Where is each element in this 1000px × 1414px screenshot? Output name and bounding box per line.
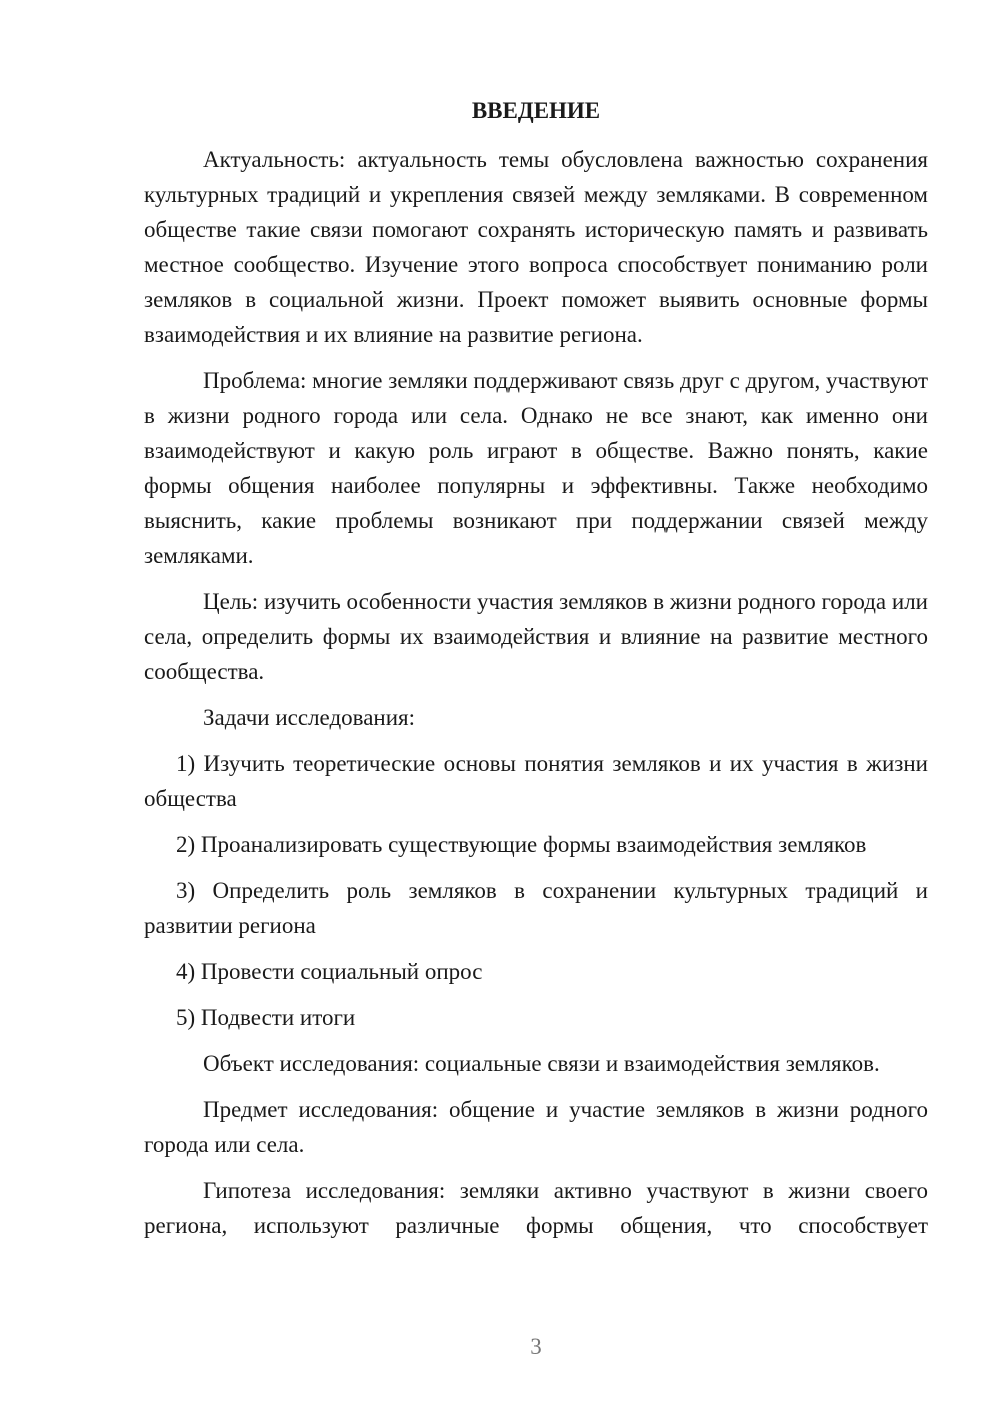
paragraph-object: Объект исследования: социальные связи и взаимодействия земляков. xyxy=(203,1051,880,1076)
body-text xyxy=(144,142,928,1243)
page-title: ВВЕДЕНИЕ xyxy=(471,98,601,123)
paragraph-hypothesis: Гипотеза исследования: земляки активно участвуют в жизни своего региона, используют различные формы общения, что способствует xyxy=(144,1178,928,1238)
task-item-2: 2) Проанализировать существующие формы взаимодействия земляков xyxy=(176,832,867,857)
paragraph-problem: Проблема: многие земляки поддерживают связь друг с другом, участвуют в жизни родного города или села. Однако не все знают, как именно они взаимодействуют и какую роль играют в обществе. Важно понять, какие формы общения наиболее популярны и эффективны. Также необходимо выяснить, какие проблемы возникают при поддержании связей между земляками. xyxy=(144,368,928,568)
paragraph-subject: Предмет исследования: общение и участие земляков в жизни родного города или села. xyxy=(144,1097,928,1157)
task-item-1: 1) Изучить теоретические основы понятия земляков и их участия в жизни общества xyxy=(144,751,928,811)
task-item-4: 4) Провести социальный опрос xyxy=(176,959,483,984)
page-number: 3 xyxy=(530,1334,542,1359)
task-item-5: 5) Подвести итоги xyxy=(176,1005,356,1030)
paragraph-relevance: Актуальность: актуальность темы обусловлена важностью сохранения культурных традиций и укрепления связей между земляками. В современном обществе такие связи помогают сохранять историческую память и развивать местное сообщество. Изучение этого вопроса способствует пониманию роли земляков в социальной жизни. Проект поможет выявить основные формы взаимодействия и их влияние на развитие региона. xyxy=(144,147,928,347)
task-item-3: 3) Определить роль земляков в сохранении культурных традиций и развитии региона xyxy=(144,878,928,938)
tasks-heading: Задачи исследования: xyxy=(203,705,416,730)
paragraph-goal: Цель: изучить особенности участия земляков в жизни родного города или села, определить формы их взаимодействия и влияние на развитие местного сообщества. xyxy=(144,589,928,684)
